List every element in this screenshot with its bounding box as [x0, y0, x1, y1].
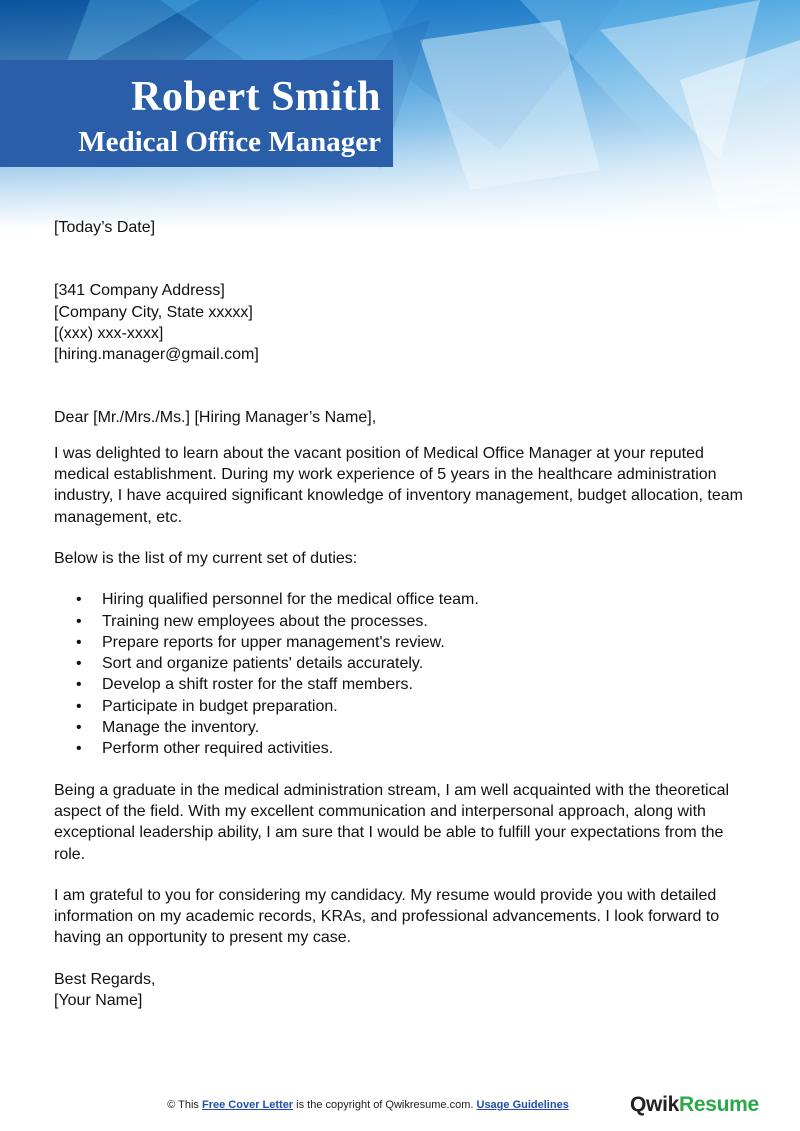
job-title: Medical Office Manager: [78, 126, 381, 158]
list-item: • Develop a shift roster for the staff members.: [54, 674, 754, 695]
address-line: [Company City, State xxxxx]: [54, 303, 253, 321]
recipient-address: [54, 280, 754, 365]
bullet-icon: •: [76, 612, 82, 630]
list-item: • Perform other required activities.: [54, 738, 754, 759]
address-line: [(xxx) xxx-xxxx]: [54, 324, 164, 342]
paragraph-qualifications: Being a graduate in the medical administration stream, I am well acquainted with the theoretical aspect of the field. With my excellent communication and interpersonal approach, along with exceptional leadership ability, I am sure that I would be able to fulfill your expectations from the role.: [54, 781, 730, 863]
list-item: • Manage the inventory.: [54, 717, 754, 738]
duties-intro: Below is the list of my current set of duties:: [54, 549, 358, 567]
list-item: • Training new employees about the processes.: [54, 611, 754, 632]
bullet-icon: •: [76, 633, 82, 651]
cover-letter-body: [54, 217, 754, 1011]
free-cover-letter-link[interactable]: Free Cover Letter: [202, 1099, 294, 1111]
bullet-icon: •: [76, 655, 82, 673]
closing-line: Best Regards,: [54, 970, 156, 988]
signature: [Your Name]: [54, 992, 143, 1010]
candidate-name: Robert Smith: [131, 74, 381, 120]
address-line: [hiring.manager@gmail.com]: [54, 346, 259, 364]
usage-guidelines-link[interactable]: Usage Guidelines: [476, 1099, 569, 1111]
address-line: [341 Company Address]: [54, 282, 225, 300]
list-item: • Participate in budget preparation.: [54, 696, 754, 717]
list-item: • Hiring qualified personnel for the medical office team.: [54, 589, 754, 610]
qwikresume-logo[interactable]: QwikResume: [630, 1093, 759, 1116]
copyright-footer: © This Free Cover Letter is the copyright of Qwikresume.com. Usage Guidelines: [167, 1099, 569, 1111]
bullet-icon: •: [76, 719, 82, 737]
bullet-icon: •: [76, 676, 82, 694]
paragraph-closing: I am grateful to you for considering my candidacy. My resume would provide you with detailed information on my academic records, KRAs, and professional advancements. I look forward to having an opportunity to present my case.: [54, 886, 720, 947]
paragraph-intro: I was delighted to learn about the vacant position of Medical Office Manager at your reputed medical establishment. During my work experience of 5 years in the healthcare administration industry, I have acquired significant knowledge of inventory management, budget allocation, team management, etc.: [54, 444, 743, 526]
list-item: • Prepare reports for upper management's review.: [54, 632, 754, 653]
bullet-icon: •: [76, 740, 82, 758]
letter-date: [Today’s Date]: [54, 219, 156, 236]
salutation: Dear [Mr./Mrs./Ms.] [Hiring Manager’s Name],: [54, 409, 377, 427]
duties-list: [54, 589, 754, 759]
name-title-box: [0, 60, 393, 167]
bullet-icon: •: [76, 697, 82, 715]
list-item: • Sort and organize patients' details accurately.: [54, 653, 754, 674]
bullet-icon: •: [76, 591, 82, 609]
